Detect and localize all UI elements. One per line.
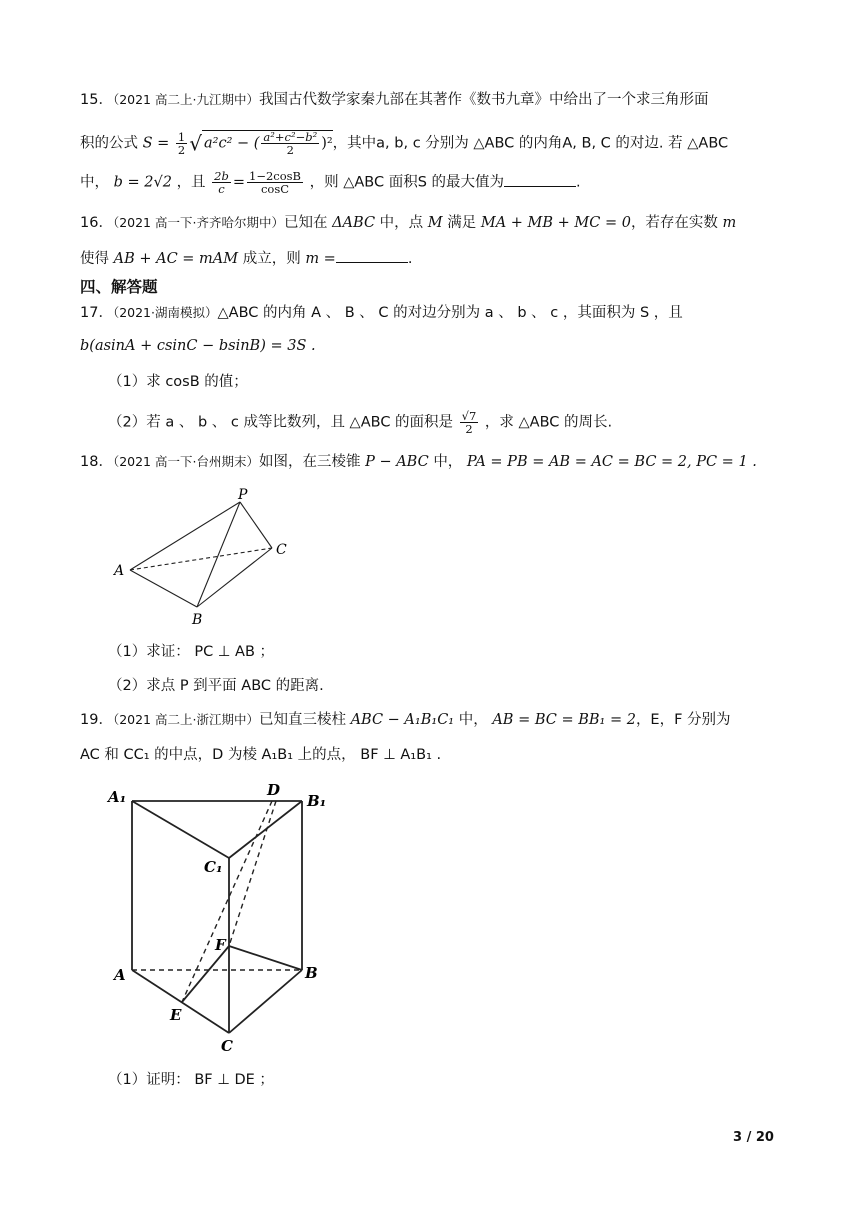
q16-line1: 16．（2021 高一下·齐齐哈尔期中）已知在 ΔABC 中，点 M 满足 MA + MB + MC = 0，若存在实数 m bbox=[80, 215, 737, 231]
q16-number: 16． bbox=[80, 215, 113, 231]
q17-part1: （1）求 cosB 的值； bbox=[108, 374, 248, 390]
prism-label-D: D bbox=[267, 781, 281, 799]
q15-line3: 中， b = 2√2 ，且 $\frac{2b}{c}$ = $\frac{1-2\cos B}{\cos C}$ ，则 △ABC 面积S 的最大值为 . bbox=[80, 169, 581, 196]
q18-part1: （1）求证： PC ⊥ AB ； bbox=[108, 644, 275, 660]
q15-text3b: ，且 bbox=[176, 174, 206, 191]
q15-frac-inner: $\frac{\text{a²+c²−b²}}{2}$ bbox=[263, 130, 318, 157]
q19-line2: AC 和 CC₁ 的中点，D 为棱 A₁B₁ 上的点， BF ⊥ A₁B₁ . bbox=[80, 747, 442, 763]
q15-cond-lhs: $\frac{2b}{c}$ bbox=[214, 169, 229, 196]
prism-label-C1: C₁ bbox=[204, 858, 223, 876]
prism-label-A: A bbox=[114, 966, 126, 984]
q18-equation: PA = PB = AB = AC = BC = 2, PC = 1 . bbox=[466, 454, 757, 470]
tet-label-C: C bbox=[276, 542, 287, 558]
section-heading: 四、解答题 bbox=[80, 278, 158, 296]
q17-line1: 17．（2021·湖南模拟）△ABC 的内角 A 、 B 、 C 的对边分别为 a 、 b 、 c ，其面积为 S ，且 bbox=[80, 305, 683, 321]
q15-b-value: b = 2√2 bbox=[113, 174, 172, 191]
q15-text3c: ，则 △ABC 面积S 的最大值为 bbox=[309, 174, 505, 191]
q15-formula-lhs: S = bbox=[142, 135, 170, 152]
prism-label-F: F bbox=[215, 936, 226, 954]
q15-text2a: 积的公式 bbox=[80, 135, 138, 152]
q16-answer-blank[interactable] bbox=[336, 248, 408, 263]
q15-frac-half: $\frac{1}{2}$ bbox=[177, 130, 186, 157]
q16-line2: 使得 AB + AC = mAM 成立，则 m = . bbox=[80, 248, 780, 269]
prism-label-B1: B₁ bbox=[307, 792, 327, 810]
q16-vector-equation: MA + MB + MC = 0 bbox=[480, 215, 631, 231]
q18-part2: （2）求点 P 到平面 ABC 的距离. bbox=[108, 678, 324, 694]
q17-source: （2021·湖南模拟） bbox=[112, 305, 218, 320]
prism-label-E: E bbox=[170, 1006, 182, 1024]
tet-label-P: P bbox=[238, 487, 248, 503]
q15-text2b: ，其中a, b, c 分别为 △ABC 的内角A, B, C 的对边. 若 △ABC bbox=[332, 135, 729, 152]
prism-label-B: B bbox=[305, 964, 318, 982]
q15-number: 15． bbox=[80, 92, 113, 108]
tetrahedron-figure bbox=[100, 482, 310, 632]
q15-line2: 积的公式 S = $\frac{1}{2}$ √ a²c² − ( $\frac{\text{a²+c²−b²}}{2}$ )²，其中a, b, c 分别为 △ABC 的内角A, B, C 的对边. 若 △ABC bbox=[80, 130, 729, 157]
q15-source: （2021 高二上·九江期中） bbox=[112, 92, 259, 107]
prism-label-A1: A₁ bbox=[108, 788, 127, 806]
prism-figure bbox=[100, 778, 340, 1058]
prism-label-C: C bbox=[221, 1037, 233, 1055]
q18-source: （2021 高一下·台州期末） bbox=[112, 454, 259, 469]
q15-text3a: 中， bbox=[80, 174, 109, 191]
q15-answer-blank[interactable] bbox=[504, 172, 576, 187]
q17-part2: （2）若 a 、 b 、 c 成等比数列，且 △ABC 的面积是 $\frac{√7}{2}$ ，求 △ABC 的周长. bbox=[108, 409, 613, 436]
q17-equation: b(asinA + csinC − bsinB) = 3S . bbox=[80, 338, 316, 354]
q17-area-frac: $\frac{√7}{2}$ bbox=[461, 409, 477, 436]
q16-triangle: ΔABC bbox=[332, 215, 376, 231]
q15-line1 bbox=[80, 90, 780, 110]
q19-equation: AB = BC = BB₁ = 2 bbox=[492, 712, 636, 728]
q17-text1: △ABC 的内角 A 、 B 、 C 的对边分别为 a 、 b 、 c ，其面积为 S ，且 bbox=[217, 305, 683, 321]
q19-source: （2021 高二上·浙江期中） bbox=[112, 712, 259, 727]
q15-text1: 我国古代数学家秦九部在其著作《数书九章》中给出了一个求三角形面 bbox=[258, 92, 709, 108]
q19-line1: 19．（2021 高二上·浙江期中）已知直三棱柱 ABC − A₁B₁C₁ 中， AB = BC = BB₁ = 2，E，F 分别为 bbox=[80, 712, 731, 728]
q15-sqrt: a²c² − ( $\frac{\text{a²+c²−b²}}{2}$ )² bbox=[204, 130, 333, 157]
q16-vector-equation2: AB + AC = mAM bbox=[113, 251, 239, 267]
tet-label-A: A bbox=[114, 563, 125, 579]
q19-part1: （1）证明： BF ⊥ DE ； bbox=[108, 1072, 274, 1088]
q15-cond-rhs: $\frac{1-2\cos B}{\cos C}$ bbox=[249, 169, 302, 196]
q18-line1: 18．（2021 高一下·台州期末）如图，在三棱锥 P − ABC 中， PA = PB = AB = AC = BC = 2, PC = 1 . bbox=[80, 454, 757, 470]
q16-source: （2021 高一下·齐齐哈尔期中） bbox=[112, 215, 284, 230]
tet-label-B: B bbox=[192, 612, 203, 628]
page-number: 3 / 20 bbox=[733, 1130, 774, 1145]
